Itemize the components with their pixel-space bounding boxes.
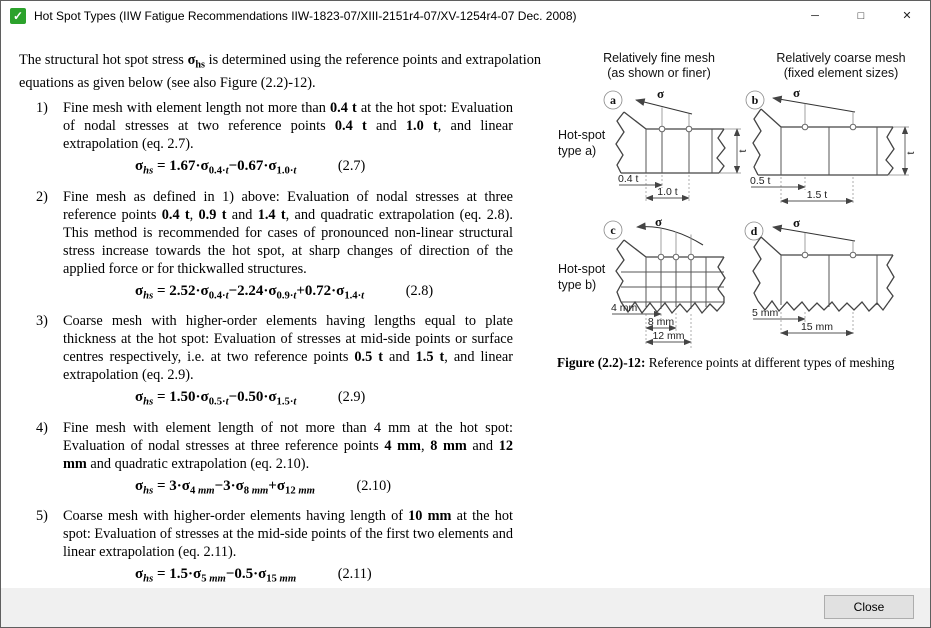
equation-row-1 — [135, 157, 549, 181]
list-item-1 — [19, 99, 549, 153]
header-line: (as shown or finer) — [607, 66, 711, 80]
minimize-button[interactable]: ─ — [811, 10, 819, 22]
list-number: 3) — [36, 313, 48, 330]
equation: $\sigma_{hs} = 2.52\cdot\sigma_{0.4\cdot t}-2.24\cdot\sigma_{0.9\cdot t}+0.72\cdot\sigma_{1.4\cdot t}$ — [135, 282, 365, 302]
dialog-content — [1, 31, 930, 588]
list-text: Fine mesh with element length not more than 0.4 t at the hot spot: Evaluation of nodal stresses at two reference points 0.4 t and 1.0 t, and linear extrapolation (eq. 2.7). — [63, 100, 513, 153]
mesh-diagram-d — [741, 217, 926, 357]
document-column — [1, 31, 549, 588]
equation-row-3 — [135, 388, 549, 412]
equation: $\sigma_{hs} = 1.67\cdot\sigma_{0.4\cdot t}-0.67\cdot\sigma_{1.0\cdot t}$ — [135, 158, 297, 177]
green-check-icon — [10, 8, 26, 24]
check-glyph: ✓ — [12, 9, 24, 23]
figure-caption-text: Reference points at different types of meshing — [645, 355, 895, 370]
panel-letter-d: d — [750, 224, 758, 238]
dim-label: 5 mm — [752, 307, 779, 319]
list-text: Coarse mesh with higher-order elements having lengths equal to plate thickness at the hot spot: Evaluation of stresses at mid-side points or surface centres respectively, i.e. at two reference points 0.5 t and 1.5 t, and linear extrapolation (eq. 2.9). — [63, 313, 513, 384]
equation-row-2 — [135, 282, 549, 306]
list-item-5 — [19, 507, 549, 561]
list-text: Coarse mesh with higher-order elements having length of 10 mm at the hot spot: Evaluation of stresses at the mid-side points of the first two elements and linear extrapolation (eq. 2.11). — [63, 508, 513, 561]
equation-number: (2.9) — [337, 389, 366, 406]
equation: $\sigma_{hs} = 1.50\cdot\sigma_{0.5\cdot t}-0.50\cdot\sigma_{1.5\cdot t}$ — [135, 389, 297, 408]
sigma-label: σ — [657, 87, 665, 101]
window-title: Hot Spot Types (IIW Fatigue Recommendations IIW-1823-07/XIII-2151r4-07/XV-1254r4-07 Dec. 2008) — [34, 9, 577, 23]
list-item-2 — [19, 188, 549, 278]
row-label-line: Hot-spot — [558, 262, 606, 276]
list-text: Fine mesh with element length of not more than 4 mm at the hot spot: Evaluation of nodal stresses at three reference points 4 mm, 8 mm and 12 mm and quadratic extrapolation (eq. 2.10). — [63, 419, 514, 472]
figure-caption — [557, 355, 929, 371]
close-button[interactable]: Close — [824, 595, 914, 619]
mesh-diagram-c — [591, 217, 751, 357]
header-line: Relatively coarse mesh — [776, 51, 906, 65]
equation-number: (2.8) — [405, 282, 434, 299]
mesh-diagram-a — [591, 87, 751, 217]
dim-label: 12 mm — [652, 330, 685, 342]
equation-row-5 — [135, 565, 549, 588]
dim-label: 0.5 t — [750, 175, 771, 187]
reference-point — [673, 254, 679, 260]
figure-caption-label: Figure (2.2)-12: — [557, 355, 646, 370]
list-item-3 — [19, 312, 549, 384]
header-line: Relatively fine mesh — [603, 51, 715, 65]
equation: $\sigma_{hs} = 3\cdot\sigma_4$ $_{mm}-3\cdot\sigma_8$ $_{mm}+\sigma_{12}$ $_{mm}$ — [135, 477, 315, 497]
x-close-button[interactable]: ✕ — [902, 10, 912, 22]
sigma-label: σ — [793, 217, 801, 230]
figure-header-coarse-mesh — [755, 51, 927, 81]
sigma-label: σ — [655, 217, 663, 229]
dim-label: 15 mm — [800, 321, 834, 333]
equation-row-4 — [135, 477, 549, 501]
dim-label: 0.4 t — [618, 173, 639, 185]
dim-label: 8 mm — [647, 316, 675, 328]
row-label-line: type a) — [558, 144, 597, 158]
row-label-line: type b) — [558, 278, 597, 292]
reference-point — [686, 126, 692, 132]
list-text: Fine mesh as defined in 1) above: Evaluation of nodal stresses at three reference points 0.4 t, 0.9 t and 1.4 t, and quadratic extrapolation (eq. 2.8). This method is recommended for cases of pronounced non-linear structural stress increase towards the hot spot, at sharp changes of direction of the applied force or for thickwalled structures. — [63, 188, 513, 277]
reference-point — [802, 252, 808, 258]
title-bar — [1, 1, 930, 31]
reference-point — [850, 124, 856, 130]
header-line: (fixed element sizes) — [783, 66, 899, 80]
maximize-button[interactable]: □ — [857, 10, 865, 22]
panel-letter-b: b — [751, 93, 759, 107]
list-number: 4) — [36, 419, 48, 436]
dim-label: 1.0 t — [657, 186, 678, 198]
figure-header-fine-mesh — [573, 51, 745, 81]
reference-point — [688, 254, 694, 260]
equation: $\sigma_{hs} = 1.5\cdot\sigma_5$ $_{mm}-0.5\cdot\sigma_{15}$ $_{mm}$ — [135, 566, 297, 585]
reference-point — [658, 254, 664, 260]
list-number: 5) — [36, 508, 48, 525]
row-label-line: Hot-spot — [558, 128, 606, 142]
equation-number: (2.11) — [337, 566, 372, 583]
dim-label: 1.5 t — [806, 189, 828, 201]
panel-letter-a: a — [610, 93, 616, 107]
panel-letter-c: c — [610, 223, 616, 237]
thickness-label: t — [905, 151, 917, 155]
sigma-label: σ — [793, 87, 801, 100]
equation-number: (2.10) — [356, 477, 391, 494]
list-number: 2) — [36, 188, 48, 205]
thickness-label: t — [737, 149, 749, 153]
footer-bar — [1, 588, 930, 627]
dim-label: 4 mm — [611, 302, 638, 314]
mesh-diagram-b — [741, 87, 926, 222]
reference-point — [850, 252, 856, 258]
reference-point — [659, 126, 665, 132]
equation-number: (2.7) — [337, 158, 366, 175]
intro-paragraph: The structural hot spot stress $\sigma_{hs}$ is determined using the reference points and extrapolation equations as given below (see also Figure (2.2)-12). — [19, 52, 541, 92]
reference-point — [802, 124, 808, 130]
list-number: 1) — [36, 100, 48, 117]
list-item-4 — [19, 419, 549, 473]
